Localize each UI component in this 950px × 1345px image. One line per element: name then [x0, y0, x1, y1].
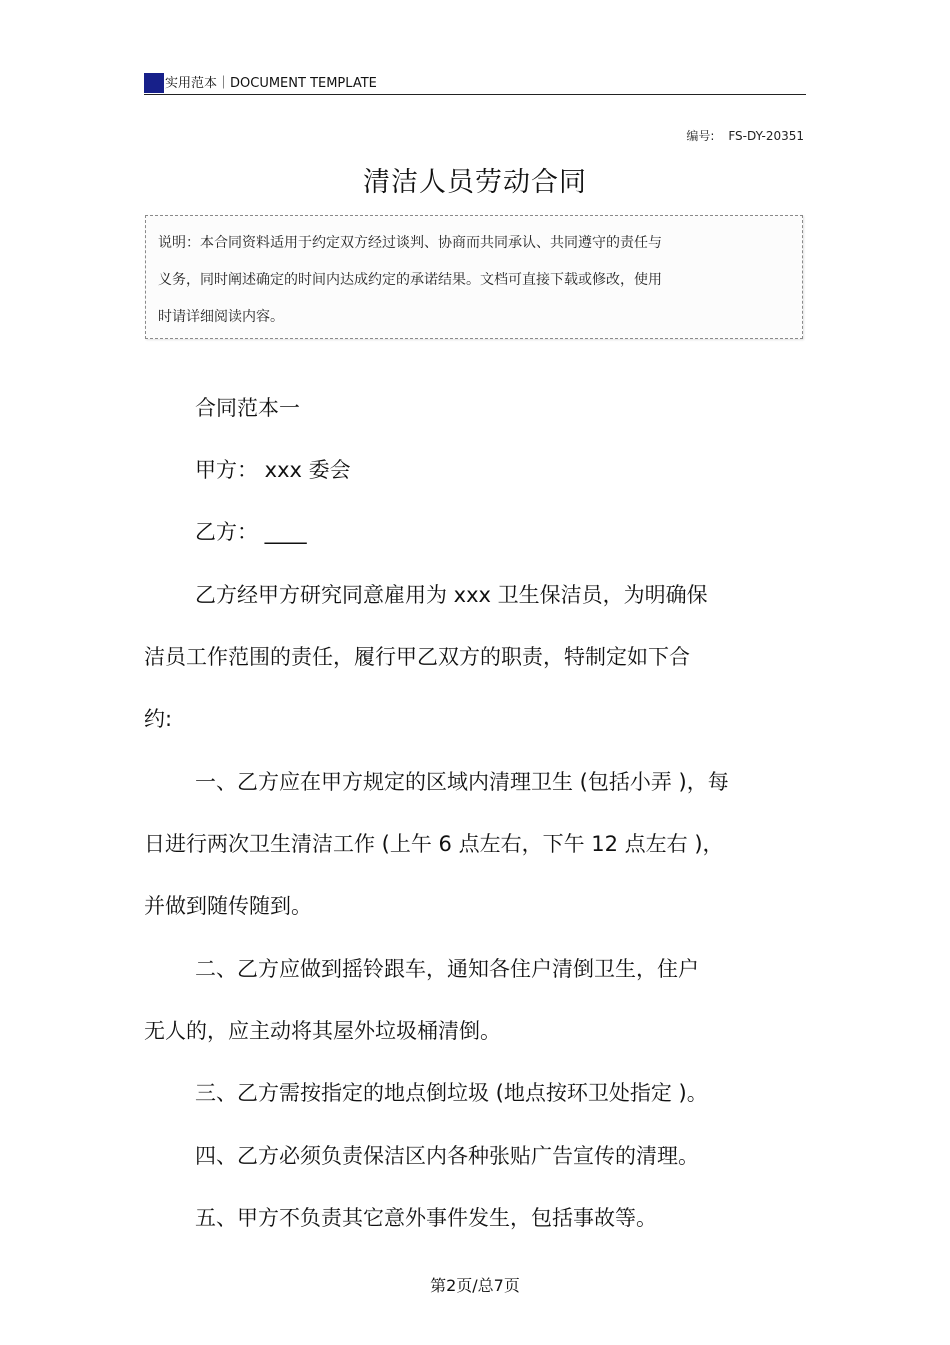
description-line: 义务，同时阐述确定的时间内达成约定的承诺结果。文档可直接下载或修改，使用 — [158, 272, 662, 288]
clause-1-line: 日进行两次卫生清洁工作 (上午 6 点左右，下午 12 点左右 )， — [144, 832, 724, 856]
document-number-label: 编号: — [686, 129, 715, 143]
header-text: 实用范本｜DOCUMENT TEMPLATE — [165, 76, 377, 91]
header-logo-square — [144, 73, 164, 93]
body-paragraph-line: 洁员工作范围的责任，履行甲乙双方的职责，特制定如下合 — [144, 645, 690, 669]
document-number-value: FS-DY-20351 — [728, 129, 804, 143]
party-a-line: 甲方： xxx 委会 — [195, 458, 351, 482]
clause-1-line: 一、乙方应在甲方规定的区域内清理卫生 (包括小弄 )，每 — [195, 770, 729, 794]
description-line: 说明：本合同资料适用于约定双方经过谈判、协商而共同承认、共同遵守的责任与 — [158, 235, 662, 251]
description-line: 时请详细阅读内容。 — [158, 309, 284, 325]
party-b-line: 乙方： ____ — [195, 520, 307, 544]
document-number — [686, 127, 804, 144]
body-paragraph-line: 乙方经甲方研究同意雇用为 xxx 卫生保洁员，为明确保 — [195, 583, 708, 607]
document-title: 清洁人员劳动合同 — [363, 167, 587, 198]
page-footer: 第2页/总7页 — [430, 1276, 520, 1295]
clause-1-line: 并做到随传随到。 — [144, 894, 312, 918]
contract-sample-heading: 合同范本一 — [195, 396, 300, 420]
description-box — [145, 215, 803, 339]
body-paragraph-line: 约: — [144, 707, 173, 731]
clause-5-line: 五、甲方不负责其它意外事件发生，包括事故等。 — [195, 1206, 657, 1230]
clause-2-line: 无人的，应主动将其屋外垃圾桶清倒。 — [144, 1019, 501, 1043]
clause-3-line: 三、乙方需按指定的地点倒垃圾 (地点按环卫处指定 )。 — [195, 1081, 708, 1105]
clause-2-line: 二、乙方应做到摇铃跟车，通知各住户清倒卫生，住户 — [195, 957, 699, 981]
clause-4-line: 四、乙方必须负责保洁区内各种张贴广告宣传的清理。 — [195, 1144, 699, 1168]
document-header — [144, 68, 806, 95]
